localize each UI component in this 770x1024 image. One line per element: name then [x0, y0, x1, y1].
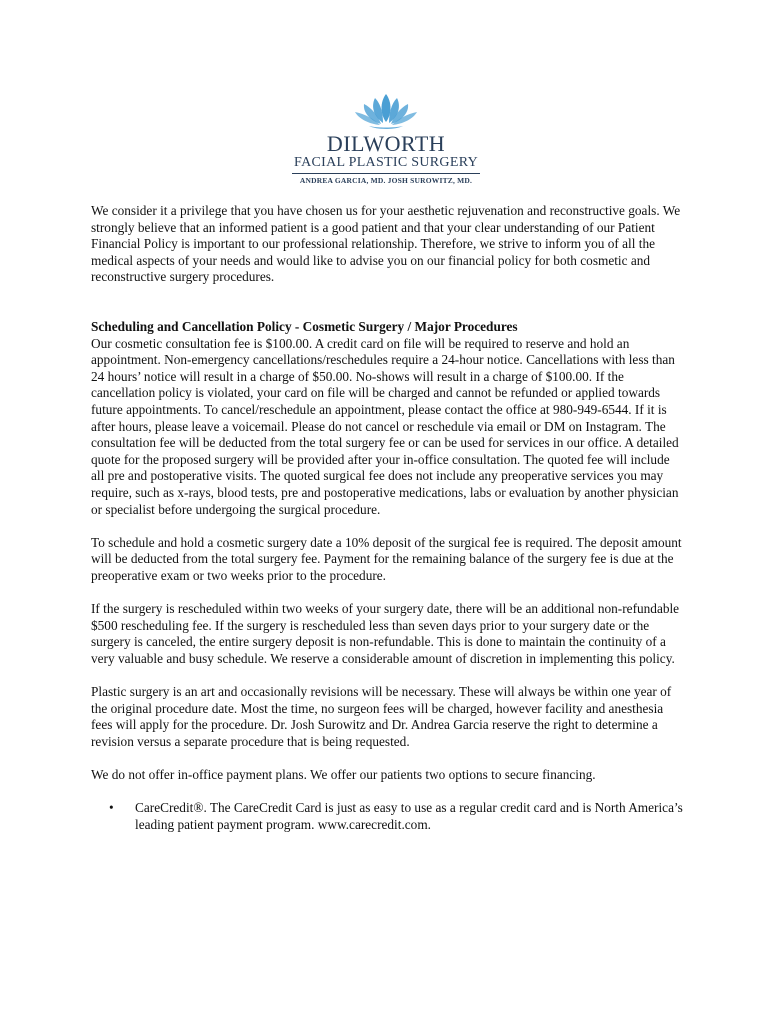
logo-doctors: ANDREA GARCIA, MD. JOSH SUROWITZ, MD.: [299, 176, 473, 185]
policy-body: [91, 203, 685, 833]
bullet-icon: •: [109, 800, 114, 816]
logo-name: DILWORTH: [326, 131, 446, 156]
consultation-paragraph: Our cosmetic consultation fee is $100.00. A credit card on file will be required to reserve and hold an appointment. Non-emergency cancellations/reschedules require a 24-hour notice. Cancellations with less than 24 hours’ notice will result in a charge of $50.00. No-shows will result in a charge of $100.00. If the cancellation policy is violated, your card on file will be charged and cannot be refunded or applied towards future appointments. To cancel/reschedule an appointment, please contact the office at 980-949-6544. If it is after hours, please leave a voicemail. Please do not cancel or reschedule via email or DM on Instagram. The consultation fee will be deducted from the total surgery fee or can be used for services in our office. A detailed quote for the proposed surgery will be provided after your in-office consultation. The quoted fee will include all pre and postoperative visits. The quoted surgical fee does not include any preoperative services you may require, such as x-rays, blood tests, pre and postoperative medications, labs or evaluation by another physician or specialist before undergoing the surgical procedure.: [91, 335, 679, 517]
carecredit-text: CareCredit®. The CareCredit Card is just as easy to use as a regular credit card and is North America’s leading patient payment program. www.carecredit.com.: [135, 800, 683, 832]
practice-logo: [286, 92, 486, 184]
reschedule-paragraph: If the surgery is rescheduled within two weeks of your surgery date, there will be an additional non-refundable $500 rescheduling fee. If the surgery is rescheduled less than seven days prior to your surgery date or the surgery is canceled, the entire surgery deposit is non-refundable. This is done to maintain the continuity of a very valuable and busy schedule. We reserve a considerable amount of discretion in implementing this policy.: [91, 601, 680, 666]
lotus-icon: [351, 92, 421, 132]
section-heading: Scheduling and Cancellation Policy - Cosmetic Surgery / Major Procedures: [91, 318, 518, 334]
logo-subtitle: FACIAL PLASTIC SURGERY: [294, 155, 478, 170]
revision-paragraph: Plastic surgery is an art and occasionally revisions will be necessary. These will always be within one year of the original procedure date. Most the time, no surgeon fees will be charged, however facility and anesthesia fees will apply for the procedure. Dr. Josh Surowitz and Dr. Andrea Garcia reserve the right to determine a revision versus a separate procedure that is being requested.: [91, 684, 672, 749]
list-item: [91, 800, 685, 833]
intro-paragraph: We consider it a privilege that you have chosen us for your aesthetic rejuvenation and reconstructive goals. We strongly believe that an informed patient is a good patient and that your clear understanding of our Patient Financial Policy is important to our professional relationship. Therefore, we strive to inform you of all the medical aspects of your needs and would like to advise you on our financial policy for both cosmetic and reconstructive surgery procedures.: [91, 203, 681, 285]
logo-divider: [292, 173, 480, 174]
deposit-paragraph: To schedule and hold a cosmetic surgery date a 10% deposit of the surgical fee is required. The deposit amount will be deducted from the total surgery fee. Payment for the remaining balance of the surgery fee is due at the preoperative exam or two weeks prior to the procedure.: [91, 534, 682, 583]
financing-paragraph: We do not offer in-office payment plans. We offer our patients two options to secure financing.: [91, 767, 596, 782]
